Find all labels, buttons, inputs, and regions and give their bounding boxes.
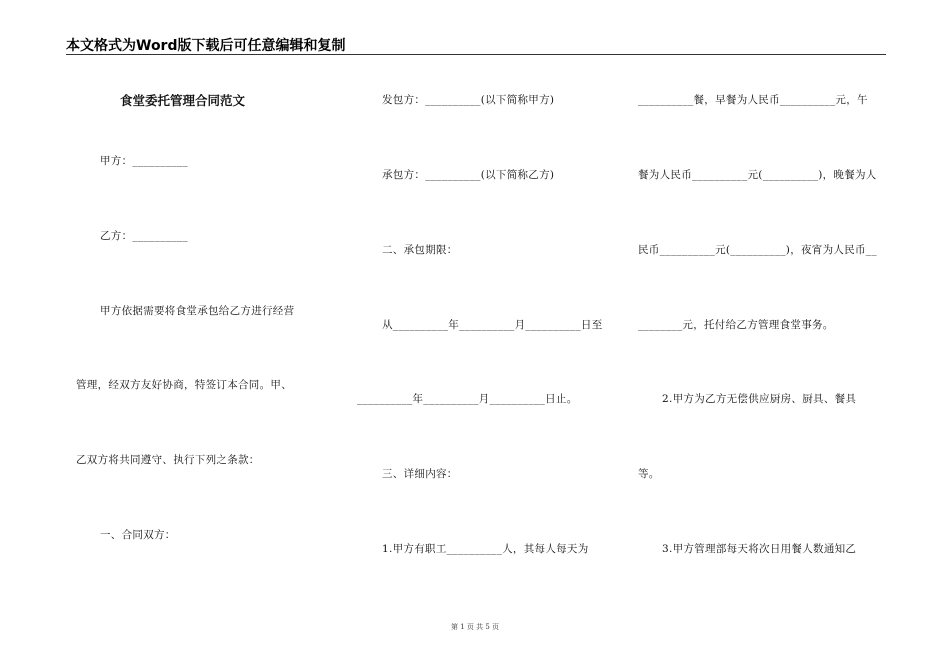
paragraph-line: 管理，经双方友好协商，特签订本合同。甲、 [76, 379, 292, 391]
paragraph-line: __________年__________月__________日止。 [357, 393, 578, 405]
document-title: 食堂委托管理合同范文 [120, 93, 246, 108]
paragraph-line: ________元，托付给乙方管理食堂事务。 [638, 319, 834, 331]
party-b-line: 乙方：__________ [100, 230, 188, 242]
paragraph-line: __________餐，早餐为人民币__________元，午 [638, 94, 868, 106]
paragraph-line: 甲方依据需要将食堂承包给乙方进行经营 [100, 305, 295, 317]
party-a-line: 甲方：__________ [100, 155, 188, 167]
paragraph-line: 民币__________元(__________)，夜宵为人民币__ [638, 244, 877, 256]
paragraph-line: 发包方：__________(以下简称甲方) [382, 94, 555, 106]
paragraph-line: 承包方：__________(以下简称乙方) [382, 169, 555, 181]
paragraph-line: 1.甲方有职工__________人，其每人每天为 [382, 543, 589, 555]
paragraph-line: 3.甲方管理部每天将次日用餐人数通知乙 [662, 543, 857, 555]
section-heading: 三、详细内容： [382, 468, 458, 480]
paragraph-line: 从__________年__________月__________日至 [382, 319, 603, 331]
section-heading: 一、合同双方： [100, 529, 176, 541]
paragraph-line: 餐为人民币__________元(__________)，晚餐为人 [638, 169, 877, 181]
page-header [66, 34, 886, 55]
page-number: 第 1 页 共 5 页 [450, 623, 500, 631]
section-heading: 二、承包期限： [382, 244, 458, 256]
paragraph-line: 2.甲方为乙方无偿供应厨房、厨具、餐具 [662, 393, 857, 405]
paragraph-line: 等。 [638, 468, 660, 480]
paragraph-line: 乙双方将共同遵守、执行下列之条款： [76, 454, 260, 466]
header-title: 本文格式为Word版下载后可任意编辑和复制 [66, 38, 346, 54]
